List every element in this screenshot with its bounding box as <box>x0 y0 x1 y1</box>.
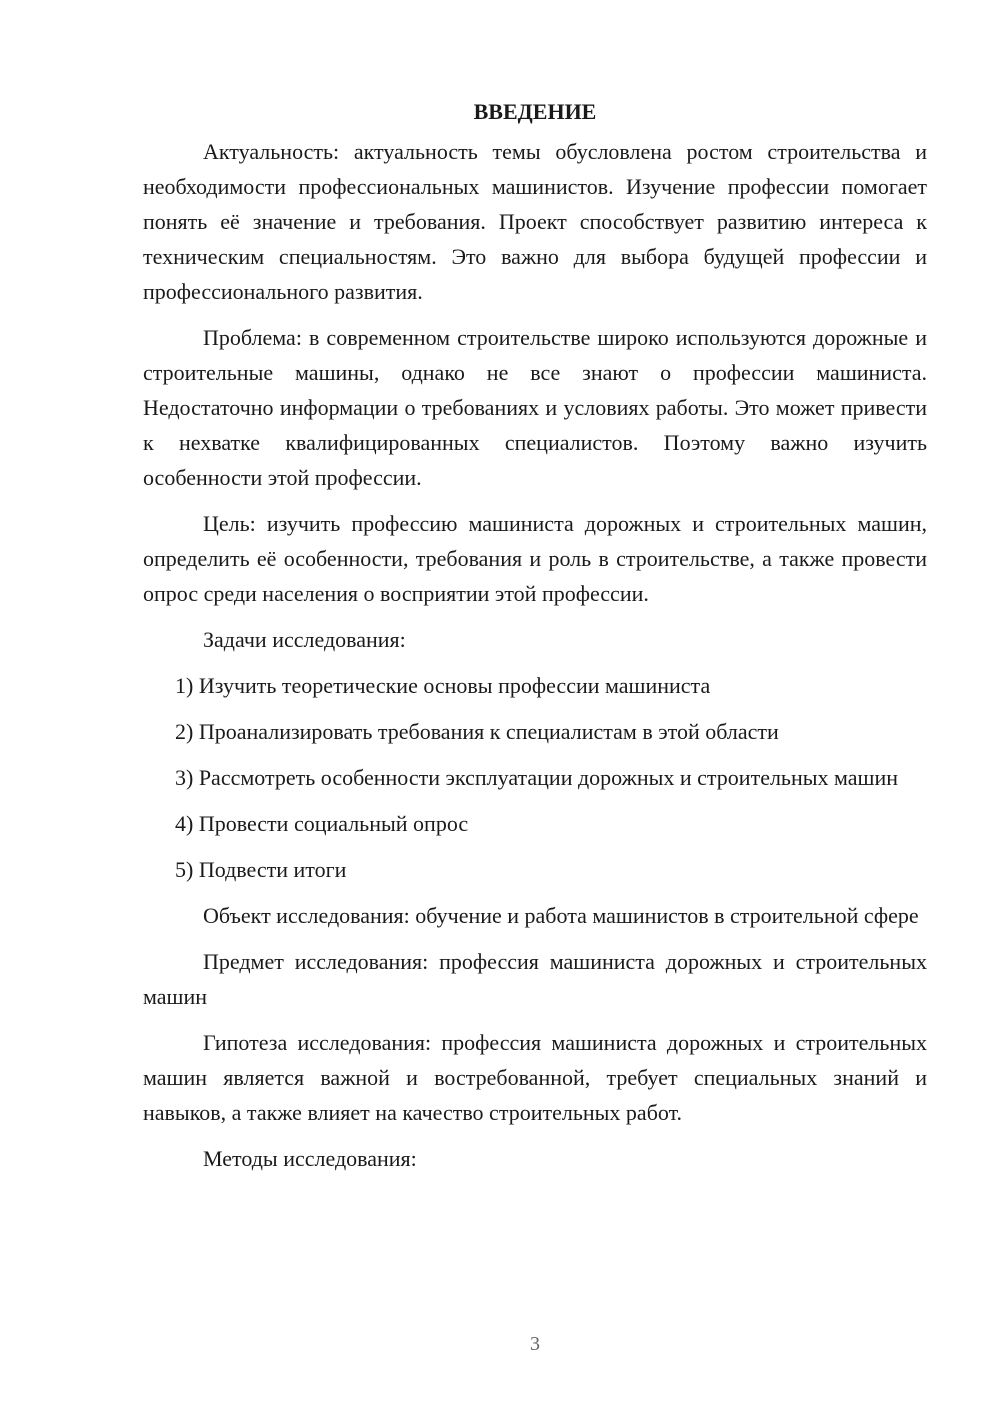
paragraph-relevance: Актуальность: актуальность темы обусловлена ростом строительства и необходимости профессиональных машинистов. Изучение профессии помогает понять её значение и требования. Проект способствует развитию интереса к техническим специальностям. Это важно для выбора будущей профессии и профессионального развития. <box>143 139 927 304</box>
tasks-heading: Задачи исследования: <box>203 627 406 652</box>
page-content <box>143 94 927 1187</box>
paragraph-goal: Цель: изучить профессию машиниста дорожных и строительных машин, определить её особенности, требования и роль в строительстве, а также провести опрос среди населения о восприятии этой профессии. <box>143 511 927 606</box>
task-item-4: 4) Провести социальный опрос <box>175 811 469 836</box>
task-item-2: 2) Проанализировать требования к специалистам в этой области <box>175 719 779 744</box>
page-number: 3 <box>530 1333 540 1355</box>
paragraph-subject: Предмет исследования: профессия машиниста дорожных и строительных машин <box>143 949 927 1009</box>
task-item-5: 5) Подвести итоги <box>175 857 347 882</box>
paragraph-problem: Проблема: в современном строительстве широко используются дорожные и строительные машины, однако не все знают о профессии машиниста. Недостаточно информации о требованиях и условиях работы. Это может привести к нехватке квалифицированных специалистов. Поэтому важно изучить особенности этой профессии. <box>143 325 927 490</box>
paragraph-hypothesis: Гипотеза исследования: профессия машиниста дорожных и строительных машин является важной и востребованной, требует специальных знаний и навыков, а также влияет на качество строительных работ. <box>143 1030 927 1125</box>
task-item-1: 1) Изучить теоретические основы профессии машиниста <box>175 673 711 698</box>
methods-heading: Методы исследования: <box>203 1146 417 1171</box>
section-title: ВВЕДЕНИЕ <box>473 99 597 124</box>
paragraph-object: Объект исследования: обучение и работа машинистов в строительной сфере <box>203 903 919 928</box>
task-item-3: 3) Рассмотреть особенности эксплуатации дорожных и строительных машин <box>175 765 899 790</box>
